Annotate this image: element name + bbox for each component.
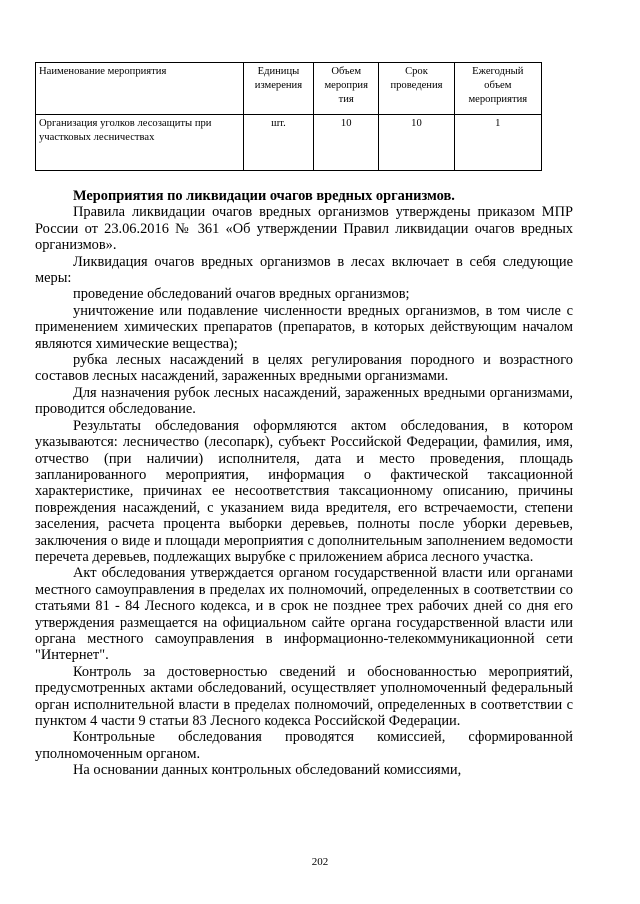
header-measure-name: Наименование мероприятия: [36, 63, 244, 115]
paragraph-measure-survey: проведение обследований очагов вредных организмов;: [73, 286, 410, 303]
document-page: [35, 62, 573, 779]
paragraph-survey-results: Результаты обследования оформляются актом обследования, в котором указываются: лесничество (лесопарк), субъект Российской Федерации, фамилия, имя, отчество (при наличии) исполнителя, дата и место проведения, площадь запланированного мероприятия, информация о фактической таксационной характеристике, причинах ее несоответствия таксационному описанию, причины повреждения насаждений, с указанием вида вредителя, его встречаемости, степени заселения, расчета процента выборки деревьев, полноты после уборки деревьев, заключения о виде и площади мероприятия с дополнительным заполнением ведомости перечета деревьев, подлежащих вырубке с приложением абриса лесного участка.: [35, 417, 573, 565]
cell-measure-name: Организация уголков лесозащиты при участковых лесничествах: [36, 115, 244, 171]
cell-annual-volume: 1: [454, 115, 541, 171]
paragraph-control-basis: На основании данных контрольных обследований комиссиями,: [73, 762, 462, 779]
header-unit: Единицы измерения: [243, 63, 313, 115]
header-annual-volume: Ежегодный объем мероприятия: [454, 63, 541, 115]
paragraph-rules: Правила ликвидации очагов вредных организмов утверждены приказом МПР России от 23.06.2016 № 361 «Об утверждении Правил ликвидации очагов вредных организмов».: [35, 204, 573, 254]
paragraph-measures-intro: Ликвидация очагов вредных организмов в лесах включает в себя следующие меры:: [35, 253, 573, 287]
cell-volume: 10: [314, 115, 379, 171]
section-body: [35, 188, 573, 779]
paragraph-control-commission: Контрольные обследования проводятся комиссией, сформированной уполномоченным органом.: [35, 729, 573, 762]
paragraph-survey-purpose: Для назначения рубок лесных насаждений, зараженных вредными организмами, проводится обследование.: [35, 384, 573, 418]
cell-term: 10: [379, 115, 454, 171]
paragraph-survey-act: Акт обследования утверждается органом государственной власти или органами местного самоуправления в пределах их полномочий, определенных в соответствии со статьями 81 - 84 Лесного кодекса, и в срок не позднее трех рабочих дней со дня его утверждения размещается на официальном сайте органа государственной власти или органа местного самоуправления в информационно-телекоммуникационной сети "Интернет".: [35, 565, 573, 664]
paragraph-measure-felling: рубка лесных насаждений в целях регулирования породного и возрастного составов лесных насаждений, зараженных вредными организмами.: [35, 352, 573, 385]
section-heading: Мероприятия по ликвидации очагов вредных организмов.: [73, 188, 455, 204]
table-header-row: [36, 63, 542, 115]
measures-table: [35, 62, 542, 171]
cell-unit: шт.: [243, 115, 313, 171]
header-volume: Объем мероприя тия: [314, 63, 379, 115]
header-term: Срок проведения: [379, 63, 454, 115]
page-number: 202: [311, 856, 329, 868]
paragraph-control: Контроль за достоверностью сведений и обоснованностью мероприятий, предусмотренных актами обследований, осуществляет уполномоченный федеральный орган исполнительной власти в пределах полномочий, определенных в соответствии с пунктом 4 части 9 статьи 83 Лесного кодекса Российской Федерации.: [35, 663, 573, 729]
table-row: [36, 115, 542, 171]
paragraph-measure-destruction: уничтожение или подавление численности вредных организмов, в том числе с применением химических препаратов (препаратов, в которых действующим началом являются химические вещества);: [35, 302, 573, 352]
